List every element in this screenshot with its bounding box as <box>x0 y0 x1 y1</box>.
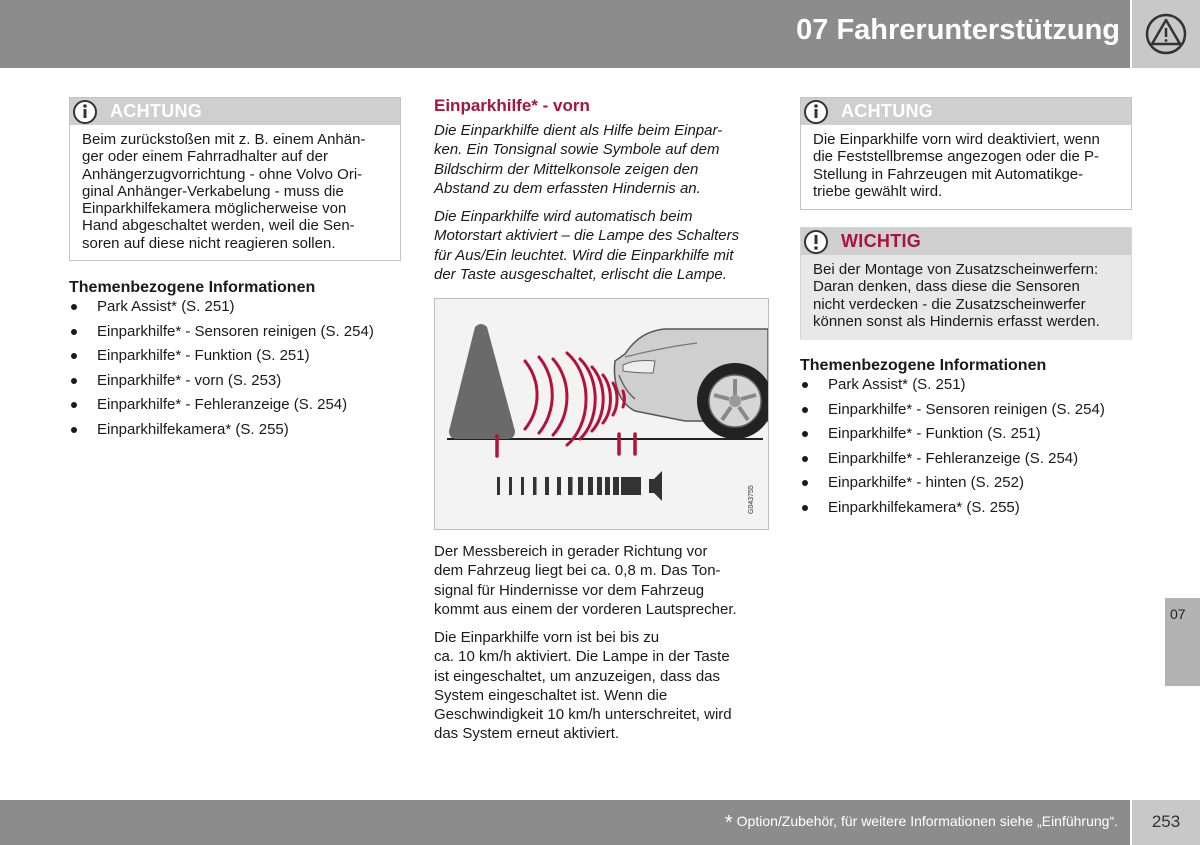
text-line: Anhängerzugvorrichtung - ohne Volvo Ori- <box>82 165 363 183</box>
related-link[interactable]: Einparkhilfekamera* (S. 255) <box>69 421 409 446</box>
figure-code: G043755 <box>748 485 755 514</box>
text-line: Die Einparkhilfe dient als Hilfe beim Einpar- <box>434 122 723 139</box>
text-line: Die Einparkhilfe vorn ist bei bis zu <box>434 629 660 646</box>
text-line: kommt aus einem der vorderen Lautsprecher. <box>434 600 737 618</box>
warning-text <box>801 125 1131 210</box>
warning-label: ACHTUNG <box>841 101 934 121</box>
chapter-title: 07 Fahrerunterstützung <box>796 14 1120 46</box>
related-link[interactable]: Einparkhilfe* - Sensoren reinigen (S. 254) <box>69 323 409 348</box>
chapter-tab <box>1165 598 1200 686</box>
related-link[interactable]: Einparkhilfe* - vorn (S. 253) <box>69 372 409 397</box>
auto-activation-paragraph <box>434 207 779 284</box>
warning-triangle-icon <box>1132 0 1200 68</box>
related-link[interactable]: Einparkhilfe* - Sensoren reinigen (S. 254) <box>800 401 1140 426</box>
warning-box-right <box>800 97 1132 210</box>
exclamation-circle-icon <box>803 229 829 255</box>
related-link[interactable]: Park Assist* (S. 251) <box>800 376 1140 401</box>
info-circle-icon <box>803 99 829 125</box>
important-label: WICHTIG <box>841 231 922 251</box>
text-line: ca. 10 km/h aktiviert. Die Lampe in der Taste <box>434 648 730 666</box>
text-line: Abstand zu dem erfassten Hindernis an. <box>434 179 701 197</box>
related-link[interactable]: Einparkhilfe* - Fehleranzeige (S. 254) <box>69 396 409 421</box>
text-line: für Aus/Ein leuchtet. Wird die Einparkhilfe mit <box>434 246 734 264</box>
page-number-box <box>1132 800 1200 845</box>
text-line: dem Fahrzeug liegt bei ca. 0,8 m. Das Ton- <box>434 562 721 580</box>
related-link[interactable]: Einparkhilfe* - Fehleranzeige (S. 254) <box>800 450 1140 475</box>
text-line: Die Einparkhilfe vorn wird deaktiviert, wenn <box>813 131 1100 148</box>
text-line: ger oder einem Fahrradhalter auf der <box>82 148 328 166</box>
text-line: Der Messbereich in gerader Richtung vor <box>434 543 708 560</box>
illustration-svg <box>435 299 768 529</box>
warning-box-left <box>69 97 401 261</box>
text-line: System eingeschaltet ist. Wenn die <box>434 686 668 704</box>
related-link[interactable]: Einparkhilfe* - Funktion (S. 251) <box>800 425 1140 450</box>
intro-paragraph <box>434 121 774 198</box>
related-title-right: Themenbezogene Informationen <box>800 357 1047 374</box>
warning-text <box>70 125 400 262</box>
related-link[interactable]: Park Assist* (S. 251) <box>69 298 409 323</box>
important-header <box>801 228 1131 255</box>
section-heading: Einparkhilfe* - vorn <box>434 96 590 115</box>
text-line: Motorstart aktiviert – die Lampe des Schalters <box>434 227 740 245</box>
speed-paragraph <box>434 628 779 744</box>
obstacle-cone <box>449 324 515 439</box>
important-text <box>801 255 1131 340</box>
text-line: Bildschirm der Mittelkonsole zeigen den <box>434 160 699 178</box>
warning-header <box>70 98 400 125</box>
text-line: Bei der Montage von Zusatzscheinwerfern: <box>813 261 1099 278</box>
text-line: Beim zurückstoßen mit z. B. einem Anhän- <box>82 131 366 148</box>
warning-label: ACHTUNG <box>110 101 203 121</box>
text-line: Hand abgeschaltet werden, weil die Sen- <box>82 217 355 235</box>
related-title-left: Themenbezogene Informationen <box>69 279 316 296</box>
important-box <box>800 227 1132 339</box>
text-line: soren auf diese nicht reagieren sollen. <box>82 234 336 252</box>
text-line: ken. Ein Tonsignal sowie Symbole auf dem <box>434 141 720 159</box>
text-line: können sonst als Hindernis erfasst werden. <box>813 312 1100 330</box>
chapter-tab-label: 07 <box>1170 606 1186 622</box>
info-circle-icon <box>72 99 98 125</box>
page-number: 253 <box>1151 812 1181 831</box>
text-line: Die Einparkhilfe wird automatisch beim <box>434 208 693 225</box>
range-paragraph <box>434 542 779 619</box>
header-icon-box <box>1132 0 1200 68</box>
footnote-star: * <box>724 812 733 834</box>
related-list-left <box>69 298 409 446</box>
text-line: Daran denken, dass diese die Sensoren <box>813 278 1080 296</box>
text-line: ginal Anhänger-Verkabelung - muss die <box>82 182 344 200</box>
text-line: triebe gewählt wird. <box>813 182 943 200</box>
text-line: signal für Hindernisse vor dem Fahrzeug <box>434 581 705 599</box>
related-list-right <box>800 376 1140 524</box>
text-line: Einparkhilfekamera möglicherweise von <box>82 200 347 218</box>
warning-header <box>801 98 1131 125</box>
speaker-icon <box>649 471 662 501</box>
text-line: das System erneut aktiviert. <box>434 725 620 743</box>
related-link[interactable]: Einparkhilfe* - Funktion (S. 251) <box>69 347 409 372</box>
text-line: ist eingeschaltet, um anzuzeigen, dass das <box>434 667 721 685</box>
related-link[interactable]: Einparkhilfekamera* (S. 255) <box>800 499 1140 524</box>
related-link[interactable]: Einparkhilfe* - hinten (S. 252) <box>800 474 1140 499</box>
text-line: Stellung in Fahrzeugen mit Automatikge- <box>813 165 1084 183</box>
footer-note <box>725 812 1118 835</box>
text-line: Geschwindigkeit 10 km/h unterschreitet, wird <box>434 706 732 724</box>
text-line: die Feststellbremse angezogen oder die P- <box>813 148 1099 166</box>
text-line: der Taste ausgeschaltet, erlischt die Lampe. <box>434 265 727 283</box>
parking-sensor-illustration <box>434 298 769 530</box>
text-line: nicht verdecken - die Zusatzscheinwerfer <box>813 295 1086 313</box>
footnote-text: Option/Zubehör, für weitere Informationen siehe „Einführung“. <box>736 813 1118 829</box>
